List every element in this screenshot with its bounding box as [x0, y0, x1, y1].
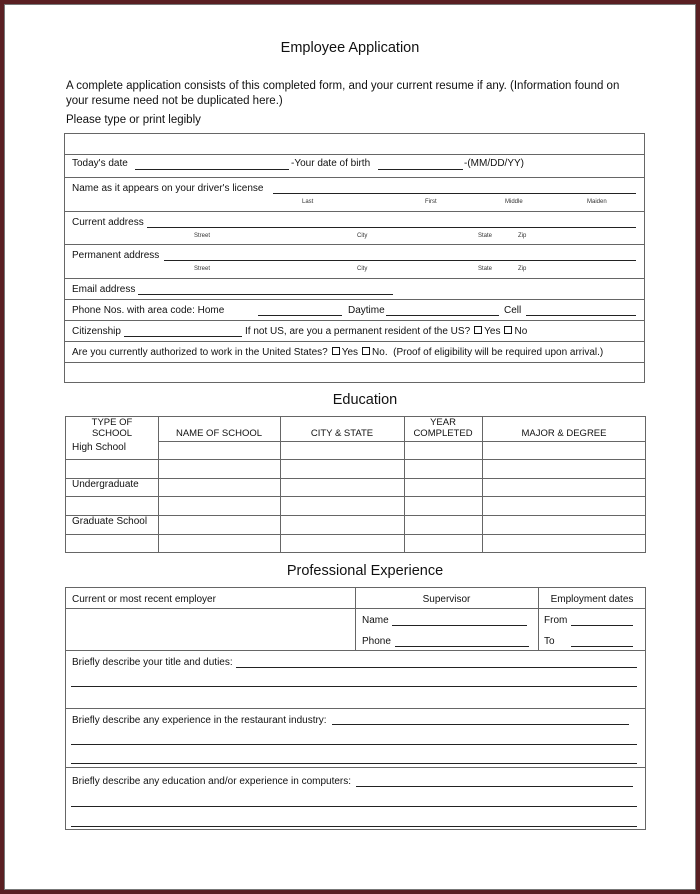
education-heading: Education — [332, 392, 398, 408]
row-divider — [64, 278, 645, 279]
row-divider — [64, 177, 645, 178]
permanent-resident-question — [245, 326, 527, 337]
page-title: Employee Application — [280, 40, 420, 56]
restaurant-field-line-1[interactable] — [332, 724, 629, 725]
duties-label: Briefly describe your title and duties: — [72, 657, 233, 668]
employer-label: Current or most recent employer — [72, 594, 216, 605]
phone-daytime-label: Daytime — [348, 305, 385, 316]
col-major-degree: MAJOR & DEGREE — [521, 428, 607, 439]
supervisor-label: Supervisor — [422, 594, 471, 605]
email-field[interactable] — [138, 294, 393, 295]
dob-format: -(MM/DD/YY) — [464, 158, 524, 169]
row-divider — [64, 362, 645, 363]
authorized-no-checkbox[interactable] — [362, 347, 370, 355]
row-divider — [64, 320, 645, 321]
authorized-yes-checkbox[interactable] — [332, 347, 340, 355]
experience-heading: Professional Experience — [286, 563, 444, 579]
address-sub-state: State — [478, 266, 493, 272]
print-note: Please type or print legibly — [66, 114, 201, 126]
citizenship-label: Citizenship — [72, 326, 121, 337]
col-divider — [404, 416, 405, 553]
resident-no-checkbox[interactable] — [504, 326, 512, 334]
to-label: To — [544, 636, 555, 647]
supervisor-name-label: Name — [362, 615, 389, 626]
address-sub-zip: Zip — [518, 266, 527, 272]
proof-note: (Proof of eligibility will be required upon arrival.) — [393, 347, 604, 358]
name-sub-first: First — [425, 199, 437, 205]
col-year-completed: YEAR COMPLETED — [413, 417, 473, 439]
row-divider — [65, 515, 646, 516]
name-field[interactable] — [273, 193, 636, 194]
address-sub-city: City — [357, 266, 368, 272]
row-divider — [64, 299, 645, 300]
citizenship-field[interactable] — [124, 336, 242, 337]
row-divider — [65, 650, 646, 651]
row-high-school: High School — [72, 442, 126, 453]
row-divider — [65, 496, 646, 497]
duties-field-line-2[interactable] — [71, 686, 637, 687]
supervisor-name-field[interactable] — [392, 625, 527, 626]
restaurant-field-line-3[interactable] — [71, 763, 637, 764]
address-sub-street: Street — [194, 233, 211, 239]
row-divider — [65, 459, 646, 460]
from-label: From — [544, 615, 568, 626]
col-name-of-school: NAME OF SCHOOL — [175, 428, 263, 439]
authorized-no-label: No. — [372, 347, 388, 358]
row-divider — [65, 767, 646, 768]
to-date-field[interactable] — [571, 646, 633, 647]
row-undergraduate: Undergraduate — [72, 479, 139, 490]
duties-field-line-1[interactable] — [236, 667, 637, 668]
permanent-address-field[interactable] — [164, 260, 636, 261]
resident-no-label: No — [514, 326, 528, 337]
phone-daytime-field[interactable] — [386, 315, 499, 316]
row-divider — [158, 441, 646, 442]
from-date-field[interactable] — [571, 625, 633, 626]
col-type-of-school: TYPE OF SCHOOL — [91, 417, 133, 439]
computers-field-line-1[interactable] — [356, 786, 633, 787]
intro-text: A complete application consists of this completed form, and your current resume if any. (Information found on your resume need not be duplicated here.) — [66, 80, 620, 107]
permanent-address-label: Permanent address — [72, 250, 160, 261]
todays-date-label: Today's date — [72, 158, 128, 169]
row-divider — [65, 708, 646, 709]
authorized-yes-label: Yes — [341, 347, 359, 358]
work-authorization-question — [72, 347, 603, 358]
phone-home-label: Phone Nos. with area code: Home — [72, 305, 225, 316]
name-label: Name as it appears on your driver's license — [72, 183, 264, 194]
todays-date-field[interactable] — [135, 169, 289, 170]
resident-yes-label: Yes — [484, 326, 501, 337]
dob-field[interactable] — [378, 169, 463, 170]
computers-field-line-3[interactable] — [71, 826, 637, 827]
computers-field-line-2[interactable] — [71, 806, 637, 807]
name-sub-middle: Middle — [505, 199, 523, 205]
row-divider — [65, 534, 646, 535]
computers-label: Briefly describe any education and/or experience in computers: — [72, 776, 352, 787]
resident-yes-checkbox[interactable] — [474, 326, 482, 334]
address-sub-zip: Zip — [518, 233, 527, 239]
col-city-state: CITY & STATE — [310, 428, 374, 439]
row-divider — [65, 478, 646, 479]
row-graduate-school: Graduate School — [72, 516, 148, 527]
current-address-field[interactable] — [147, 227, 636, 228]
phone-cell-label: Cell — [504, 305, 522, 316]
current-address-label: Current address — [72, 217, 144, 228]
authorized-text: Are you currently authorized to work in the United States? — [72, 347, 328, 358]
permanent-resident-text: If not US, are you a permanent resident of the US? — [245, 326, 471, 337]
supervisor-phone-field[interactable] — [395, 646, 529, 647]
name-sub-last: Last — [302, 199, 314, 205]
supervisor-phone-label: Phone — [362, 636, 391, 647]
address-sub-city: City — [357, 233, 368, 239]
row-divider — [64, 211, 645, 212]
name-sub-maiden: Maiden — [587, 199, 607, 205]
phone-cell-field[interactable] — [526, 315, 636, 316]
restaurant-label: Briefly describe any experience in the restaurant industry: — [72, 715, 327, 726]
dob-label: -Your date of birth — [291, 158, 371, 169]
address-sub-state: State — [478, 233, 493, 239]
phone-home-field[interactable] — [258, 315, 342, 316]
restaurant-field-line-2[interactable] — [71, 744, 637, 745]
row-divider — [64, 244, 645, 245]
row-divider — [64, 341, 645, 342]
row-divider — [64, 154, 645, 155]
email-label: Email address — [72, 284, 136, 295]
employment-dates-label: Employment dates — [550, 594, 634, 605]
address-sub-street: Street — [194, 266, 211, 272]
